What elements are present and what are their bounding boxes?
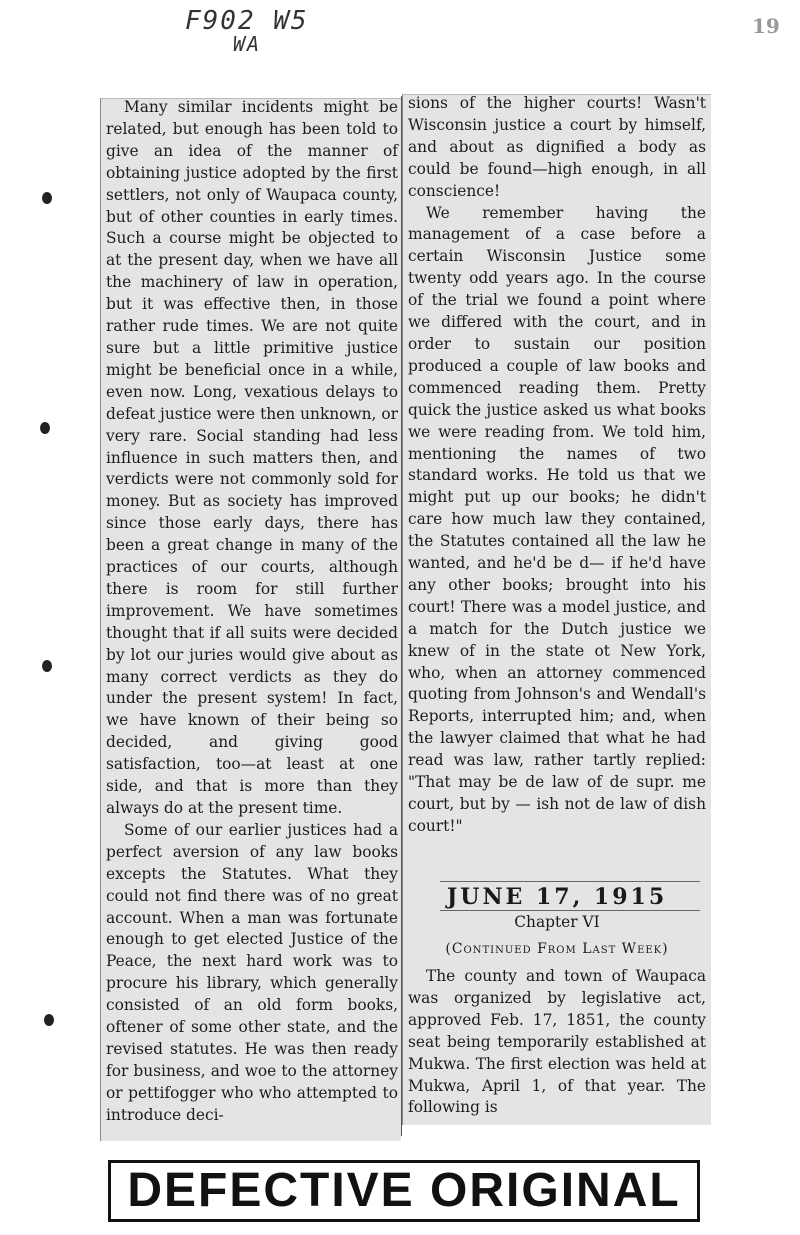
date-rule-top: [440, 881, 700, 882]
right-paragraph-3: The county and town of Waupaca was organized by legislative act, approved Feb. 17, 1851, the county seat being temporarily established at Mukwa. The first election was held at Mukwa, April 1, of that year. The following is: [408, 967, 706, 1117]
date-rule-bottom: [440, 910, 700, 911]
right-article-continuation: [408, 966, 706, 1119]
right-paragraph-2: We remember having the management of a case before a certain Wisconsin Justice some twenty odd years ago. In the course of the trial we found a point where we differed with the court, and in order to sustain our position produced a couple of law books and commenced reading them. Pretty quick the justice asked us what books we were reading from. We told him, mentioning the names of two standard works. He told us that we might put up our books; he didn't care how much law they contained, the Statutes contained all the law he wanted, and he'd be d— if he'd have any other books; brought into his court! There was a model justice, and a match for the Dutch justice we knew of in the state ot New York, who, when an attorney commenced quoting from Johnson's and Wendall's Reports, interrupted him; and, when the lawyer claimed that what he had read was law, rather tartly replied: "That may be de law of de supr. me court, but by — ish not de law of dish court!": [408, 203, 706, 835]
left-paragraph-2: Some of our earlier justices had a perfect aversion of any law books excepts the Statutes. What they could not find there was of no great account. When a man was fortunate enough to get elected Justice of the Peace, the next hard work was to procure his library, which generally consisted of an old form books, oftener of some other state, and the revised statutes. He was then ready for business, and woe to the attorney or pettifogger who who attempted to introduce deci-: [106, 820, 398, 1124]
column-divider: [401, 96, 402, 1136]
punch-hole-icon: [40, 422, 50, 434]
date-heading: JUNE 17, 1915: [446, 884, 668, 910]
page-number: 19: [752, 14, 780, 38]
defective-original-stamp: [108, 1160, 700, 1222]
call-number-line: F902 W5: [185, 6, 309, 36]
left-article-column: [106, 97, 398, 1127]
left-paragraph-1: Many similar incidents might be related, but enough has been told to give an idea of the manner of obtaining justice adopted by the first settlers, not only of Waupaca county, but of other counties in early times. Such a course might be objected to at the present day, when we have all the machinery of law in operation, but it was effective then, in those rather rude times. We are not quite sure but a little primitive justice might be beneficial once in a while, even now. Long, vexatious delays to defeat justice were then unknown, or very rare. Social standing had less influence in such matters then, and verdicts were not commonly sold for money. But as society has improved since those early days, there has been a great change in many of the practices of our courts, although there is room for still further improvement. We have sometimes thought that if all suits were decided by lot our juries would give about as many correct verdicts as they do under the present system! In fact, we have known of their being so decided, and giving good satisfaction, too—at least at one side, and that is more than they always do at the present time.: [106, 98, 398, 817]
punch-hole-icon: [44, 1014, 54, 1026]
right-article-column: [408, 93, 706, 838]
right-paragraph-1: sions of the higher courts! Wasn't Wisconsin justice a court by himself, and about as dignified a body as could be found—high enough, in all conscience!: [408, 94, 706, 200]
chapter-heading: Chapter VI: [514, 913, 600, 931]
call-number-suffix: WA: [233, 32, 262, 56]
continued-heading: (Continued From Last Week): [445, 941, 669, 957]
stamp-text: DEFECTIVE ORIGINAL: [127, 1164, 681, 1217]
punch-hole-icon: [42, 192, 52, 204]
punch-hole-icon: [42, 660, 52, 672]
handwritten-call-number: [185, 6, 309, 56]
